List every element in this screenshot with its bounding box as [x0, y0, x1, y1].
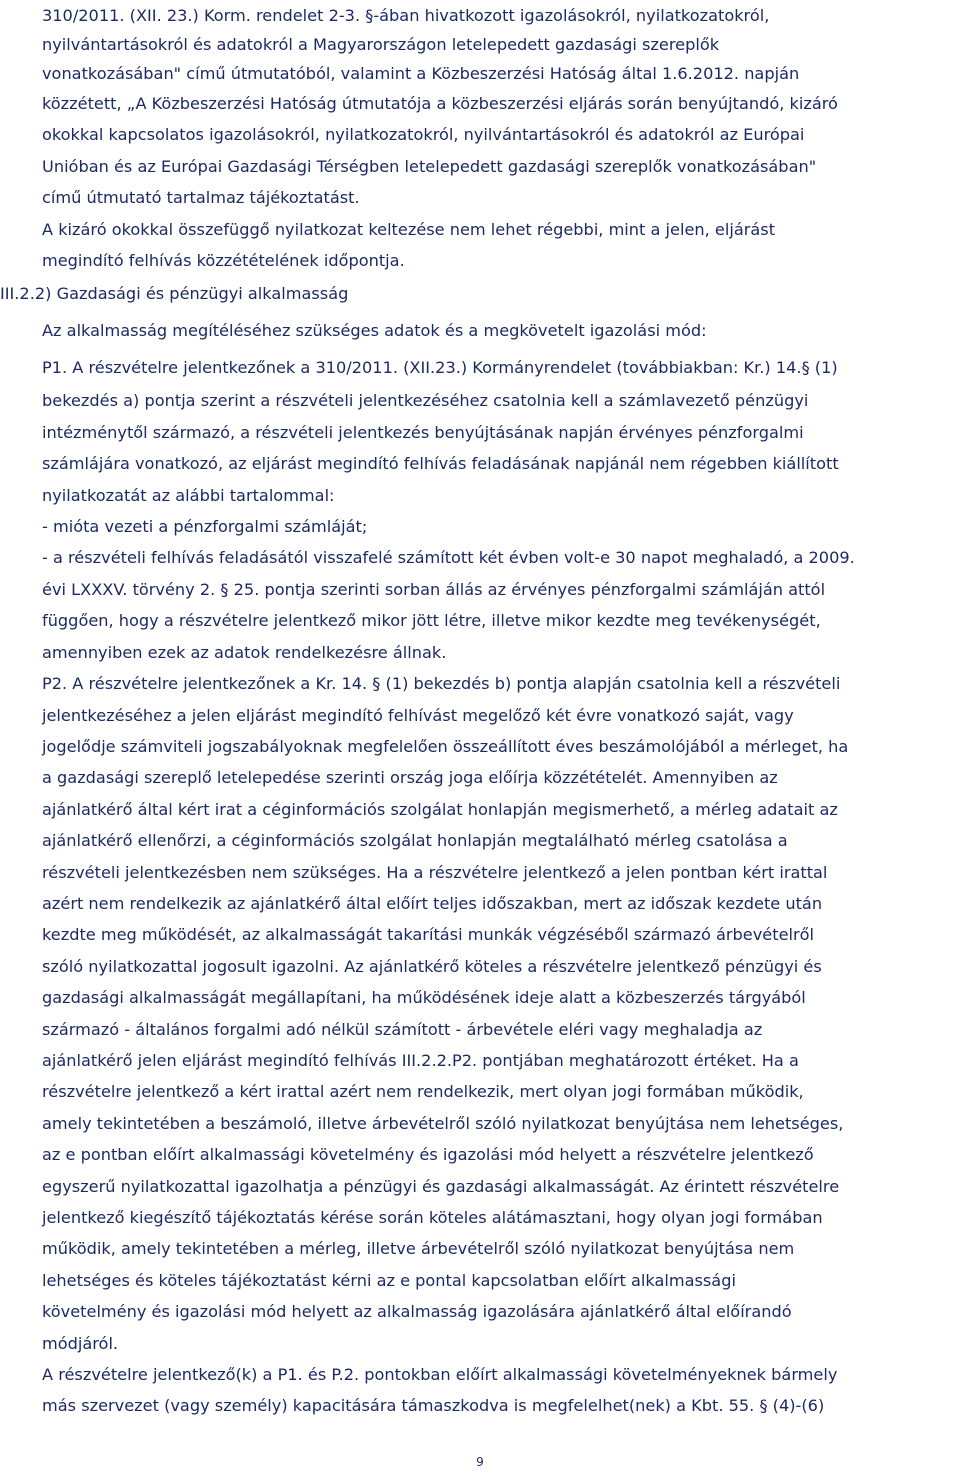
text-line: megindító felhívás közzétételének időpontja. — [42, 251, 405, 271]
text-line: származó - általános forgalmi adó nélkül számított - árbevétele eléri vagy meghaladja az — [42, 1019, 763, 1039]
text-line: ajánlatkérő által kért irat a céginformációs szolgálat honlapján megismerhető, a mérleg adatait az — [42, 799, 838, 819]
text-line: követelmény és igazolási mód helyett az alkalmasság igazolására ajánlatkérő által előírandó — [42, 1302, 792, 1322]
text-line: nyilvántartásokról és adatokról a Magyarországon letelepedett gazdasági szereplők — [42, 35, 720, 54]
text-line: módjáról. — [42, 1333, 119, 1353]
text-line: jelentkezéséhez a jelen eljárást megindító felhívást megelőző két évre vonatkozó saját, vagy — [42, 705, 794, 725]
text-line: A részvételre jelentkező(k) a P1. és P.2. pontokban előírt alkalmassági követelményeknek bármely — [42, 1365, 838, 1385]
text-line: intézménytől származó, a részvételi jelentkezés benyújtásának napján érvényes pénzforgalmi — [42, 422, 804, 442]
text-line: ajánlatkérő ellenőrzi, a céginformációs szolgálat honlapján megtalálható mérleg csatolása a — [42, 831, 788, 851]
text-line: részvételi jelentkezésben nem szükséges. Ha a részvételre jelentkező a jelen pontban kért irattal — [42, 862, 828, 882]
text-line: más szervezet (vagy személy) kapacitására támaszkodva is megfelelhet(nek) a Kbt. 55. § (4)-(6) — [42, 1396, 825, 1416]
list-item: - a részvételi felhívás feladásától visszafelé számított két évben volt-e 30 napot meghaladó, a 2009. — [42, 548, 855, 568]
text-line: számlájára vonatkozó, az eljárást megindító felhívás feladásának napjánál nem régebben kiállított — [42, 454, 839, 474]
text-line: című útmutató tartalmaz tájékoztatást. — [42, 188, 360, 208]
text-line: évi LXXXV. törvény 2. § 25. pontja szerinti sorban állás az érvényes pénzforgalmi számláján attól — [42, 579, 826, 599]
list-item: - mióta vezeti a pénzforgalmi számláját; — [42, 517, 368, 537]
text-line: egyszerű nyilatkozattal igazolhatja a pénzügyi és gazdasági alkalmasságát. Az érintett részvételre — [42, 1176, 840, 1196]
text-line: működik, amely tekintetében a mérleg, illetve árbevételről szóló nyilatkozat benyújtása nem — [42, 1239, 795, 1259]
text-line: szóló nyilatkozattal jogosult igazolni. Az ajánlatkérő köteles a részvételre jelentkező pénzügyi és — [42, 956, 822, 976]
text-line: 310/2011. (XII. 23.) Korm. rendelet 2-3. §-ában hivatkozott igazolásokról, nyilatkozatokról, — [42, 6, 770, 25]
text-line: A kizáró okokkal összefüggő nyilatkozat keltezése nem lehet régebbi, mint a jelen, eljárást — [42, 219, 776, 239]
text-line: amennyiben ezek az adatok rendelkezésre állnak. — [42, 642, 447, 662]
text-line: Unióban és az Európai Gazdasági Térségben letelepedett gazdasági szereplők vonatkozásában" — [42, 156, 817, 176]
text-line: ajánlatkérő jelen eljárást megindító felhívás III.2.2.P2. pontjában meghatározott értéket. Ha a — [42, 1050, 799, 1070]
text-line: azért nem rendelkezik az ajánlatkérő által előírt teljes időszakban, mert az időszak kezdete után — [42, 893, 823, 913]
text-line: jogelődje számviteli jogszabályoknak megfelelően összeállított éves beszámolójából a mérleget, ha — [42, 736, 849, 756]
text-line: az e pontban előírt alkalmassági követelmény és igazolási mód helyett a részvételre jelentkező — [42, 1145, 814, 1165]
text-line: jelentkező kiegészítő tájékoztatás kérése során köteles alátámasztani, hogy olyan jogi formában — [42, 1208, 823, 1227]
text-line: közzétett, „A Közbeszerzési Hatóság útmutatója a közbeszerzési eljárás során benyújtandó, kizáró — [42, 94, 838, 113]
text-line: amely tekintetében a beszámoló, illetve árbevételről szóló nyilatkozat benyújtása nem lehetséges, — [42, 1113, 844, 1133]
text-line: lehetséges és köteles tájékoztatást kérni az e pontal kapcsolatban előírt alkalmassági — [42, 1270, 736, 1290]
page-number: 9 — [476, 1455, 484, 1469]
text-line: függően, hogy a részvételre jelentkező mikor jött létre, illetve mikor kezdte meg tevékenységét, — [42, 611, 821, 631]
section-heading: III.2.2) Gazdasági és pénzügyi alkalmasság — [0, 284, 349, 304]
text-line: okokkal kapcsolatos igazolásokról, nyilatkozatokról, nyilvántartásokról és adatokról az Európai — [42, 125, 805, 145]
text-line: gazdasági alkalmasságát megállapítani, ha működésének ideje alatt a közbeszerzés tárgyából — [42, 988, 806, 1008]
text-line: vonatkozásában" című útmutatóból, valamint a Közbeszerzési Hatóság által 1.6.2012. napján — [42, 64, 800, 83]
text-line: P1. A részvételre jelentkezőnek a 310/2011. (XII.23.) Kormányrendelet (továbbiakban: Kr.) 14.§ (1) — [42, 358, 838, 378]
text-line: P2. A részvételre jelentkezőnek a Kr. 14. § (1) bekezdés b) pontja alapján csatolnia kell a részvételi — [42, 674, 841, 694]
text-line: nyilatkozatát az alábbi tartalommal: — [42, 485, 335, 505]
section-subheading: Az alkalmasság megítéléséhez szükséges adatok és a megkövetelt igazolási mód: — [42, 321, 707, 341]
text-line: bekezdés a) pontja szerint a részvételi jelentkezéséhez csatolnia kell a számlavezető pénzügyi — [42, 391, 809, 411]
text-line: kezdte meg működését, az alkalmasságát takarítási munkák végzéséből származó árbevételről — [42, 925, 815, 945]
text-line: részvételre jelentkező a kért irattal azért nem rendelkezik, mert olyan jogi formában működik, — [42, 1082, 804, 1102]
text-line: a gazdasági szereplő letelepedése szerinti ország joga előírja közzétételét. Amennyiben az — [42, 768, 778, 788]
